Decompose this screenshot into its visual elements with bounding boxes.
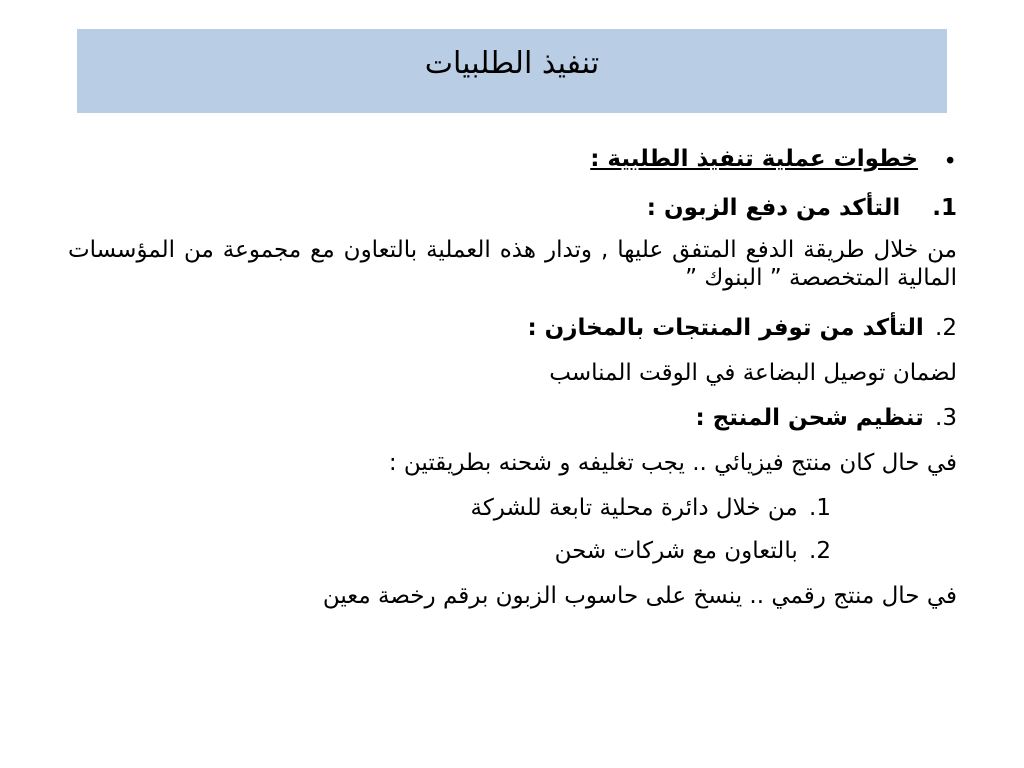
subitem-number: 2.: [809, 538, 831, 564]
slide-title: تنفيذ الطلبيات: [424, 46, 600, 81]
subitem-text: بالتعاون مع شركات شحن: [554, 538, 798, 564]
bullet-icon: •: [943, 149, 957, 175]
step3-number: 3.: [935, 405, 957, 431]
step2-heading: [527, 317, 957, 340]
step1-label: التأكد من دفع الزبون :: [646, 195, 901, 221]
steps-heading: خطوات عملية تنفيذ الطلبية :: [590, 146, 918, 172]
subitem-text: من خلال دائرة محلية تابعة للشركة: [470, 495, 798, 521]
step3-text: في حال كان منتج فيزيائي .. يجب تغليفه و شحنه بطريقتين :: [388, 450, 957, 476]
step1-heading: [647, 197, 957, 220]
step3-label: تنظيم شحن المنتج :: [695, 405, 924, 431]
step3-heading: [695, 407, 957, 430]
subitem-number: 1.: [809, 495, 831, 521]
step1-number: 1.: [932, 195, 957, 221]
step1-text: من خلال طريقة الدفع المتفق عليها , وتدار هذه العملية بالتعاون مع مجموعة من المؤسسات المالية المتخصصة ” البنوك ”: [68, 237, 957, 291]
slide-title-bar: [77, 29, 947, 113]
step3-subitem: [555, 540, 831, 563]
step3-subitem: [471, 497, 831, 520]
step3-digital-text: في حال منتج رقمي .. ينسخ على حاسوب الزبون برقم رخصة معين: [322, 583, 957, 609]
step2-text: لضمان توصيل البضاعة في الوقت المناسب: [549, 360, 957, 386]
step2-number: 2.: [935, 315, 957, 341]
step2-label: التأكد من توفر المنتجات بالمخازن :: [527, 315, 924, 341]
